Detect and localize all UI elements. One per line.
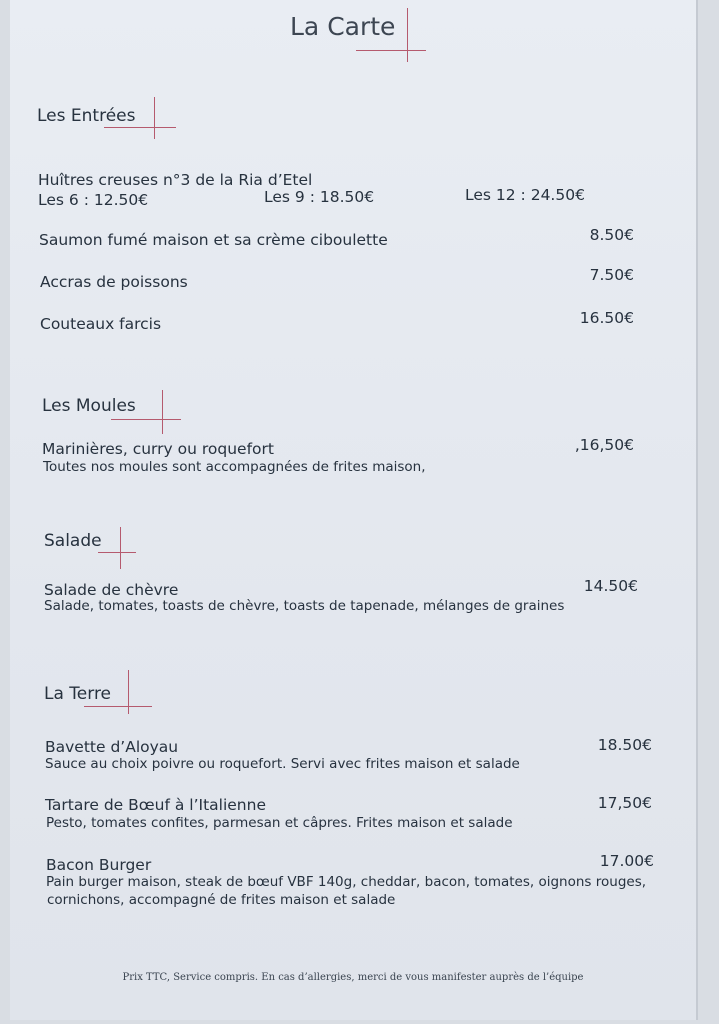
section-cross-vertical [120,527,121,569]
item-price-marinieres: ,16,50€ [574,436,634,454]
menu-page [10,0,696,1020]
item-price-burger: 17.00€ [599,852,654,870]
section-title-salade: Salade [44,531,102,551]
section-cross-horizontal [98,552,136,553]
section-cross-vertical [154,97,155,139]
section-cross-horizontal [111,419,181,420]
item-price-bavette: 18.50€ [597,736,652,754]
huitres-option-12: Les 12 : 24.50€ [465,186,585,204]
item-price-couteaux: 16.50€ [579,309,634,327]
item-name-accras: Accras de poissons [40,273,188,291]
item-price-tartare: 17,50€ [597,794,652,812]
huitres-option-9: Les 9 : 18.50€ [264,188,375,206]
section-cross-vertical [128,670,129,714]
section-cross-vertical [162,390,163,434]
item-desc-burger: Pain burger maison, steak de bœuf VBF 140g, cheddar, bacon, tomates, oignons rouges, [46,874,647,890]
item-desc-burger-line2: cornichons, accompagné de frites maison et salade [47,892,396,908]
item-name-salade-chevre: Salade de chèvre [44,581,179,599]
item-name-bavette: Bavette d’Aloyau [45,738,179,756]
item-price-accras: 7.50€ [589,266,634,284]
item-name-tartare: Tartare de Bœuf à l’Italienne [45,796,266,814]
item-name-burger: Bacon Burger [46,856,152,874]
item-name-huitres: Huîtres creuses n°3 de la Ria d’Etel [38,171,313,189]
item-name-saumon: Saumon fumé maison et sa crème ciboulette [39,231,388,249]
section-title-terre: La Terre [44,684,112,704]
item-price-saumon: 8.50€ [589,226,634,244]
item-desc-tartare: Pesto, tomates confites, parmesan et câpres. Frites maison et salade [46,815,513,831]
item-name-marinieres: Marinières, curry ou roquefort [42,440,274,458]
section-title-moules: Les Moules [42,396,136,416]
title-cross-horizontal [356,50,426,51]
item-desc-marinieres: Toutes nos moules sont accompagnées de frites maison, [43,459,426,475]
item-desc-salade-chevre: Salade, tomates, toasts de chèvre, toasts de tapenade, mélanges de graines [44,598,565,614]
section-title-entrees: Les Entrées [37,106,136,126]
section-cross-horizontal [104,127,176,128]
huitres-option-6: Les 6 : 12.50€ [38,191,149,209]
item-desc-bavette: Sauce au choix poivre ou roquefort. Servi avec frites maison et salade [45,756,520,772]
item-name-couteaux: Couteaux farcis [40,315,162,333]
footer-note: Prix TTC, Service compris. En cas d’allergies, merci de vous manifester auprès de l’équipe [122,972,584,983]
item-price-salade-chevre: 14.50€ [583,577,638,595]
section-cross-horizontal [84,706,152,707]
page-title: La Carte [290,12,396,41]
title-cross-vertical [407,8,408,62]
